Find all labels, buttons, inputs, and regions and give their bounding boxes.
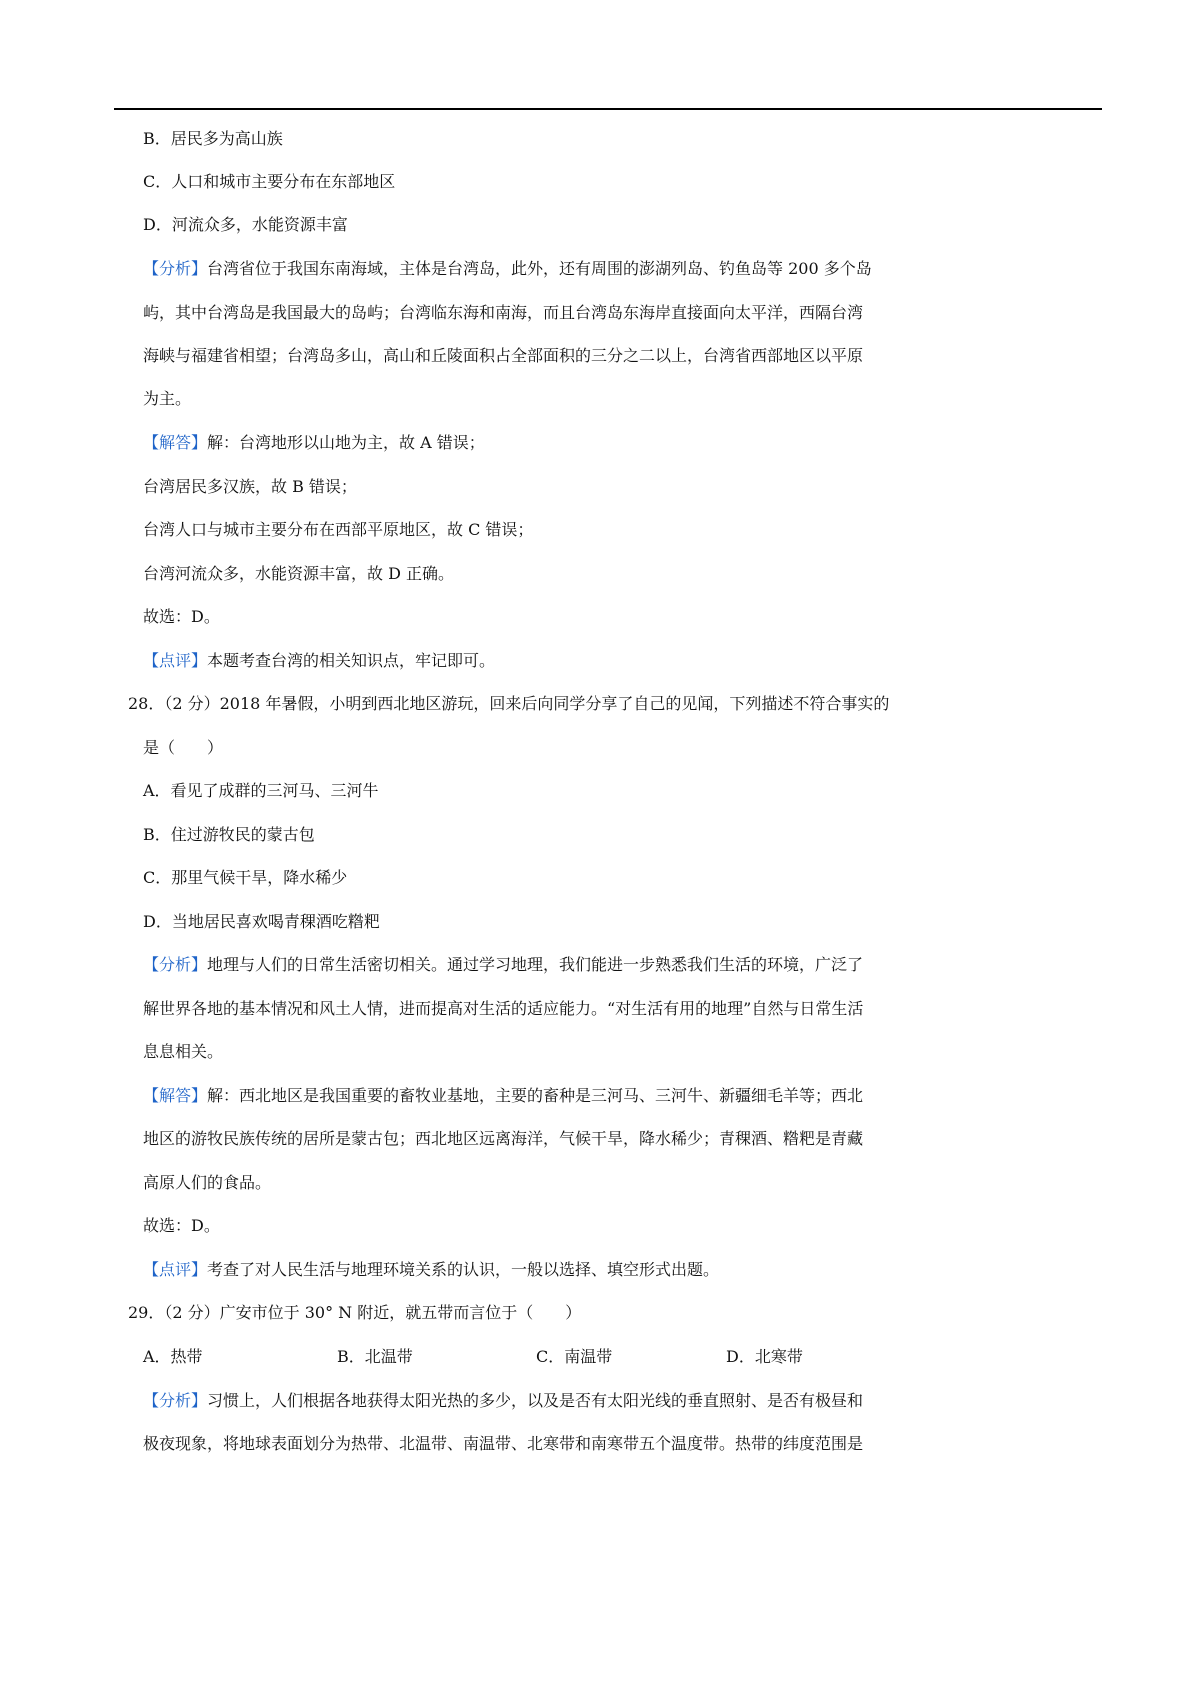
q27-option-d: D．河流众多，水能资源丰富	[143, 215, 348, 234]
q28-analysis-line-3: 息息相关。	[143, 1042, 224, 1061]
q28-option-a: A．看见了成群的三河马、三河牛	[143, 781, 379, 800]
q27-option-c: C．人口和城市主要分布在东部地区	[143, 172, 396, 191]
q29-option-b: B．北温带	[337, 1347, 413, 1366]
q28-answer-tag: 【解答】	[143, 1086, 208, 1105]
q27-analysis-line-2: 屿，其中台湾岛是我国最大的岛屿；台湾临东海和南海，而且台湾岛东海岸直接面向太平洋，西隔台湾	[143, 303, 864, 322]
q29-stem: 29．（2 分）广安市位于 30° N 附近，就五带而言位于（ ）	[128, 1303, 582, 1322]
q29-option-a: A．热带	[143, 1347, 203, 1366]
q28-stem-line-1: 28．（2 分）2018 年暑假，小明到西北地区游玩，回来后向同学分享了自己的见闻，下列描述不符合事实的	[128, 694, 890, 713]
q27-analysis-line-4: 为主。	[143, 389, 192, 408]
q28-analysis-tag: 【分析】	[143, 955, 208, 974]
q27-answer-line-1	[143, 428, 485, 458]
q28-answer-line-2: 地区的游牧民族传统的居所是蒙古包；西北地区远离海洋，气候干旱，降水稀少；青稞酒、糌粑是青藏	[143, 1129, 864, 1148]
q28-option-d: D．当地居民喜欢喝青稞酒吃糌粑	[143, 912, 380, 931]
q28-comment-tag: 【点评】	[143, 1260, 208, 1279]
q27-answer-line-2: 台湾居民多汉族，故 B 错误；	[143, 477, 357, 496]
q27-comment-text: 本题考查台湾的相关知识点，牢记即可。	[207, 651, 496, 670]
q27-answer-line-4: 台湾河流众多，水能资源丰富，故 D 正确。	[143, 564, 455, 583]
q28-analysis-text: 地理与人们的日常生活密切相关。通过学习地理，我们能进一步熟悉我们生活的环境，广泛了	[207, 955, 864, 974]
q28-option-c: C．那里气候干旱，降水稀少	[143, 868, 348, 887]
q27-analysis-line-3: 海峡与福建省相望；台湾岛多山，高山和丘陵面积占全部面积的三分之二以上，台湾省西部地区以平原	[143, 346, 864, 365]
q27-answer-line-3: 台湾人口与城市主要分布在西部平原地区，故 C 错误；	[143, 520, 534, 539]
q27-option-b: B．居民多为高山族	[143, 129, 283, 148]
q28-comment-line	[143, 1255, 719, 1285]
q29-analysis-tag: 【分析】	[143, 1391, 208, 1410]
q27-comment-tag: 【点评】	[143, 651, 208, 670]
q27-choice: 故选：D。	[143, 607, 220, 626]
q27-analysis-tag: 【分析】	[143, 259, 208, 278]
q28-answer-text: 解：西北地区是我国重要的畜牧业基地，主要的畜种是三河马、三河牛、新疆细毛羊等；西北	[207, 1086, 864, 1105]
q29-option-d: D．北寒带	[726, 1347, 803, 1366]
q27-analysis-text: 台湾省位于我国东南海域，主体是台湾岛，此外，还有周围的澎湖列岛、钓鱼岛等 200 多个岛	[207, 259, 872, 278]
q28-stem-line-2: 是（ ）	[143, 738, 224, 757]
q28-option-b: B．住过游牧民的蒙古包	[143, 825, 315, 844]
q29-analysis-line-1	[143, 1386, 863, 1416]
header-rule	[114, 108, 1102, 110]
q27-analysis-line-1	[143, 254, 872, 284]
q28-answer-line-1	[143, 1081, 863, 1111]
q27-comment-line	[143, 646, 495, 676]
q27-answer-tag: 【解答】	[143, 433, 208, 452]
q28-choice: 故选：D。	[143, 1216, 220, 1235]
q29-option-c: C．南温带	[536, 1347, 613, 1366]
q28-analysis-line-2: 解世界各地的基本情况和风土人情，进而提高对生活的适应能力。“对生活有用的地理”自然与日常生活	[143, 999, 864, 1018]
q29-analysis-line-2: 极夜现象，将地球表面划分为热带、北温带、南温带、北寒带和南寒带五个温度带。热带的纬度范围是	[143, 1434, 864, 1453]
q28-analysis-line-1	[143, 950, 863, 980]
q29-options-row	[143, 1342, 1043, 1372]
q28-answer-line-3: 高原人们的食品。	[143, 1173, 272, 1192]
q29-analysis-text: 习惯上，人们根据各地获得太阳光热的多少，以及是否有太阳光线的垂直照射、是否有极昼和	[207, 1391, 864, 1410]
q28-comment-text: 考查了对人民生活与地理环境关系的认识，一般以选择、填空形式出题。	[207, 1260, 720, 1279]
q27-answer-text: 解：台湾地形以山地为主，故 A 错误；	[207, 433, 485, 452]
